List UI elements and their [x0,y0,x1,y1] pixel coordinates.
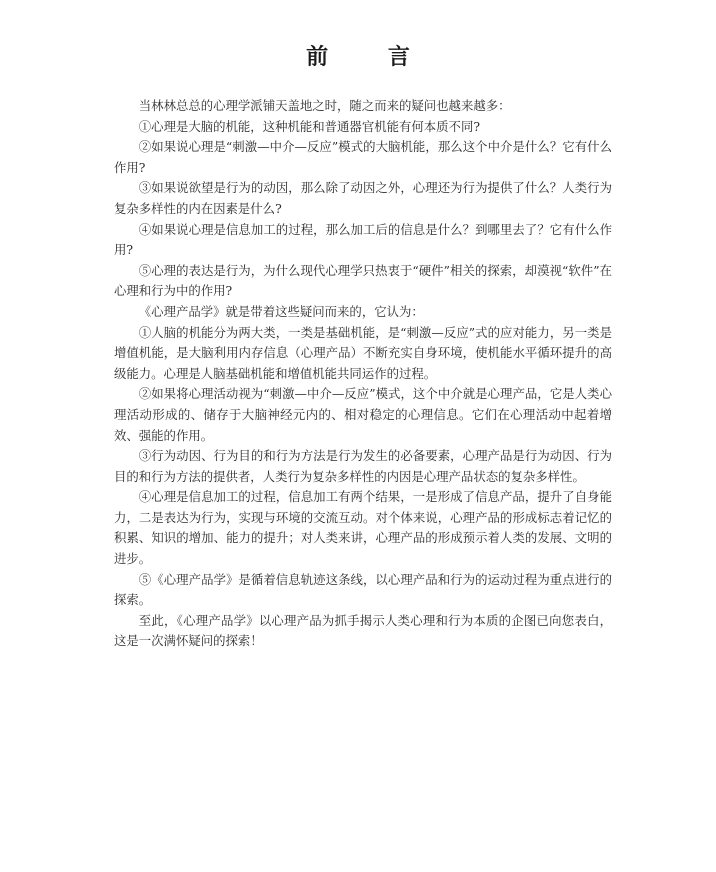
paragraph: 至此，《心理产品学》以心理产品为抓手揭示人类心理和行为本质的企图已向您表白，这是一次满怀疑问的探索！ [114,612,612,649]
paragraph: ⑤《心理产品学》是循着信息轨迹这条线，以心理产品和行为的运动过程为重点进行的探索。 [114,571,612,608]
paragraph: ③行为动因、行为目的和行为方法是行为发生的必备要素，心理产品是行为动因、行为目的和行为方法的提供者，人类行为复杂多样性的内因是心理产品状态的复杂多样性。 [114,448,612,484]
paragraph: 《心理产品学》就是带着这些疑问而来的，它认为： [138,303,424,319]
paragraph: ④如果说心理是信息加工的过程，那么加工后的信息是什么？到哪里去了？它有什么作用? [114,221,612,258]
paragraph: ①人脑的机能分为两大类，一类是基础机能，是“刺激—反应”式的应对能力，另一类是增值机能，是大脑利用内存信息（心理产品）不断充实自身环境，使机能水平循环提升的高级能力。心理是人脑基础机能和增值机能共同运作的过程。 [114,324,612,381]
page-title: 前 言 [306,45,436,70]
paragraph: ①心理是大脑的机能，这种机能和普通器官机能有何本质不同? [138,118,480,134]
paragraph: 当林林总总的心理学派铺天盖地之时，随之而来的疑问也越来越多： [138,98,511,113]
body-text [114,96,612,652]
paragraph: ④心理是信息加工的过程，信息加工有两个结果，一是形成了信息产品，提升了自身能力，二是表达为行为，实现与环境的交流互动。对个体来说，心理产品的形成标志着记忆的积累、知识的增加、能力的提升；对人类来讲，心理产品的形成预示着人类的发展、文明的进步。 [114,489,612,567]
paragraph: ③如果说欲望是行为的动因，那么除了动因之外，心理还为行为提供了什么？人类行为复杂多样性的内在因素是什么? [114,180,612,216]
paragraph: ②如果说心理是“刺激—中介—反应”模式的大脑机能，那么这个中介是什么？它有什么作用? [114,139,612,175]
paragraph: ⑤心理的表达是行为，为什么现代心理学只热衷于“硬件”相关的探索，却漠视“软件”在心理和行为中的作用? [114,262,612,299]
paragraph: ②如果将心理活动视为“刺激—中介—反应”模式，这个中介就是心理产品，它是人类心理活动形成的、储存于大脑神经元内的、相对稳定的心理信息。它们在心理活动中起着增效、强能的作用。 [114,386,612,443]
